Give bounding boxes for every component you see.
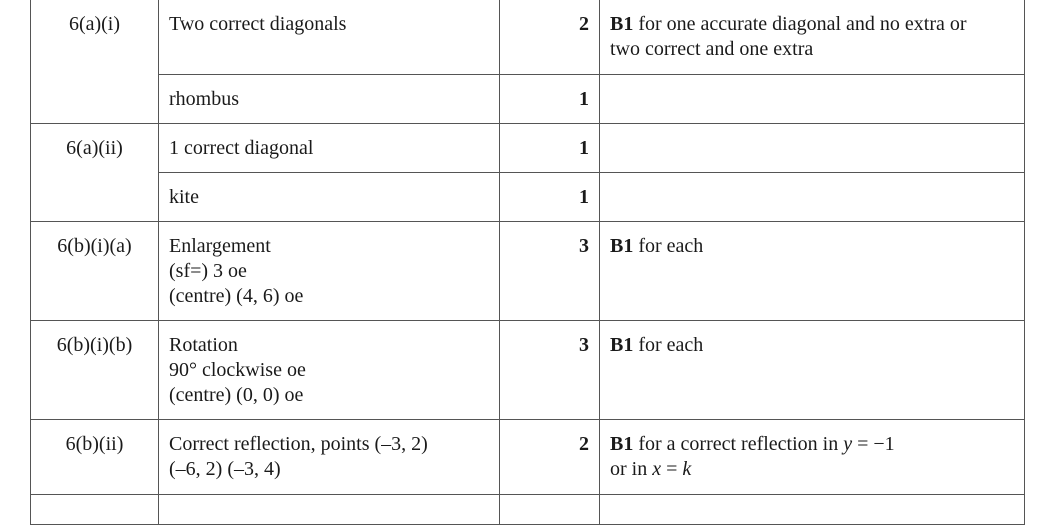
guidance-text: for one accurate diagonal and no extra or bbox=[633, 13, 967, 35]
guidance-text: or in bbox=[610, 458, 653, 480]
answer-line: 90° clockwise oe bbox=[169, 359, 306, 381]
guidance-text: for each bbox=[633, 334, 704, 356]
table-row bbox=[31, 321, 1025, 420]
guidance-code: B1 bbox=[610, 235, 634, 257]
guidance-text: = bbox=[661, 458, 683, 480]
answer-cell bbox=[159, 124, 500, 173]
empty-cell bbox=[159, 495, 500, 525]
answer-line: (centre) (0, 0) oe bbox=[169, 384, 304, 406]
answer-line: kite bbox=[169, 186, 199, 208]
guidance-cell bbox=[600, 420, 1025, 495]
guidance-cell bbox=[600, 0, 1025, 75]
marks-cell: 2 bbox=[500, 0, 600, 75]
question-number: 6(b)(ii) bbox=[31, 420, 159, 495]
question-number: 6(a)(ii) bbox=[31, 124, 159, 222]
answer-line: (sf=) 3 oe bbox=[169, 260, 247, 282]
marks-cell: 1 bbox=[500, 75, 600, 124]
answer-line: rhombus bbox=[169, 88, 239, 110]
guidance-variable: k bbox=[682, 458, 692, 480]
guidance-cell bbox=[600, 124, 1025, 173]
guidance-code: B1 bbox=[610, 334, 634, 356]
answer-cell bbox=[159, 420, 500, 495]
guidance-cell bbox=[600, 321, 1025, 420]
guidance-text: for each bbox=[633, 235, 704, 257]
empty-cell bbox=[500, 495, 600, 525]
marks-cell: 3 bbox=[500, 321, 600, 420]
table-row bbox=[31, 124, 1025, 173]
marks-cell: 2 bbox=[500, 420, 600, 495]
table-row bbox=[31, 420, 1025, 495]
guidance-variable: x bbox=[652, 458, 662, 480]
answer-line: (–6, 2) (–3, 4) bbox=[169, 458, 281, 480]
answer-line: Enlargement bbox=[169, 235, 271, 257]
table-row bbox=[31, 495, 1025, 525]
guidance-text: = −1 bbox=[852, 433, 895, 455]
guidance-cell bbox=[600, 75, 1025, 124]
question-number: 6(b)(i)(a) bbox=[31, 222, 159, 321]
question-number: 6(b)(i)(b) bbox=[31, 321, 159, 420]
answer-line: 1 correct diagonal bbox=[169, 137, 314, 159]
answer-cell bbox=[159, 0, 500, 75]
answer-line: Correct reflection, points (–3, 2) bbox=[169, 433, 428, 455]
guidance-cell bbox=[600, 173, 1025, 222]
answer-cell bbox=[159, 173, 500, 222]
table-row bbox=[31, 222, 1025, 321]
guidance-text: two correct and one extra bbox=[610, 38, 814, 60]
guidance-cell bbox=[600, 222, 1025, 321]
guidance-code: B1 bbox=[610, 13, 634, 35]
answer-line: Rotation bbox=[169, 334, 238, 356]
marks-cell: 3 bbox=[500, 222, 600, 321]
question-number: 6(a)(i) bbox=[31, 0, 159, 124]
table-row bbox=[31, 75, 1025, 124]
table-row bbox=[31, 173, 1025, 222]
guidance-text: for a correct reflection in bbox=[633, 433, 844, 455]
empty-cell bbox=[600, 495, 1025, 525]
mark-scheme-table bbox=[30, 0, 1025, 525]
answer-line: (centre) (4, 6) oe bbox=[169, 285, 304, 307]
answer-cell bbox=[159, 75, 500, 124]
answer-line: Two correct diagonals bbox=[169, 13, 347, 35]
answer-cell bbox=[159, 321, 500, 420]
marks-cell: 1 bbox=[500, 124, 600, 173]
answer-cell bbox=[159, 222, 500, 321]
marks-cell: 1 bbox=[500, 173, 600, 222]
table-row bbox=[31, 0, 1025, 75]
guidance-variable: y bbox=[843, 433, 853, 455]
guidance-code: B1 bbox=[610, 433, 634, 455]
empty-cell bbox=[31, 495, 159, 525]
